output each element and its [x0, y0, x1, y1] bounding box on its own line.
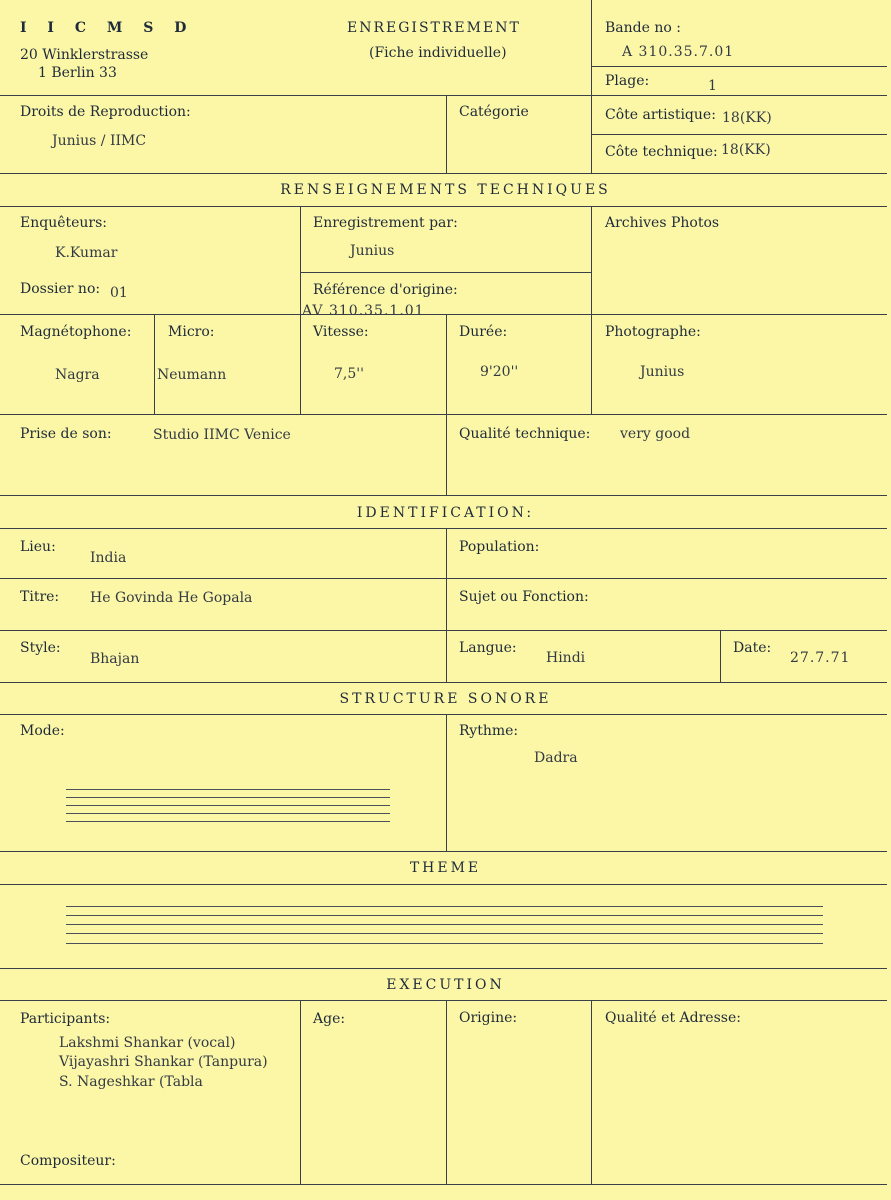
rule	[0, 495, 887, 496]
sujet-fonction-label: Sujet ou Fonction:	[459, 589, 589, 605]
staff-line	[66, 906, 823, 907]
participant-item: Lakshmi Shankar (vocal)	[59, 1035, 236, 1051]
address-line-2: 1 Berlin 33	[38, 65, 117, 81]
form-subtitle: (Fiche individuelle)	[369, 45, 507, 61]
rule	[300, 206, 301, 414]
cote-technique-value: 18(KK)	[721, 142, 771, 158]
photographe-label: Photographe:	[605, 324, 701, 340]
prise-de-son-label: Prise de son:	[20, 426, 112, 442]
rule	[0, 314, 887, 315]
droits-label: Droits de Reproduction:	[20, 104, 191, 120]
rule	[0, 173, 887, 174]
cote-artistique-value: 18(KK)	[722, 110, 772, 126]
dossier-value: 01	[110, 285, 128, 301]
reference-value: AV 310.35.1.01	[302, 303, 425, 319]
rule	[300, 272, 591, 273]
mode-label: Mode:	[20, 723, 65, 739]
style-label: Style:	[20, 640, 61, 656]
reference-label: Référence d'origine:	[313, 282, 458, 298]
rule	[591, 206, 592, 414]
photographe-value: Junius	[640, 364, 685, 380]
rule	[446, 528, 447, 682]
staff-line	[66, 924, 823, 925]
staff-line	[66, 789, 390, 790]
bande-label: Bande no :	[605, 20, 681, 36]
rule	[446, 95, 447, 173]
date-value: 27.7.71	[790, 650, 851, 666]
section-title-technique: RENSEIGNEMENTS TECHNIQUES	[280, 182, 611, 198]
rule	[0, 851, 887, 852]
section-title-theme: THEME	[409, 860, 482, 876]
dossier-label: Dossier no:	[20, 281, 101, 297]
section-title-structure: STRUCTURE SONORE	[339, 691, 552, 707]
population-label: Population:	[459, 539, 540, 555]
rule	[591, 134, 887, 135]
participant-item: S. Nageshkar (Tabla	[59, 1074, 203, 1090]
rule	[0, 630, 887, 631]
titre-label: Titre:	[20, 589, 60, 605]
rule	[446, 1000, 447, 1184]
participants-label: Participants:	[20, 1011, 111, 1027]
staff-line	[66, 915, 823, 916]
rule	[446, 714, 447, 851]
rule	[0, 968, 887, 969]
vitesse-value: 7,5''	[334, 366, 364, 382]
age-label: Age:	[313, 1011, 346, 1027]
magnetophone-value: Nagra	[55, 367, 100, 383]
staff-line	[66, 797, 390, 798]
staff-line	[66, 805, 390, 806]
rule	[0, 884, 887, 885]
compositeur-label: Compositeur:	[20, 1153, 116, 1169]
langue-value: Hindi	[546, 650, 586, 666]
origine-label: Origine:	[459, 1010, 518, 1026]
staff-line	[66, 943, 823, 944]
rule	[0, 206, 887, 207]
enregistrement-par-value: Junius	[350, 243, 395, 259]
micro-label: Micro:	[168, 324, 215, 340]
plage-label: Plage:	[605, 73, 650, 89]
micro-value: Neumann	[157, 367, 227, 383]
form-title: ENREGISTREMENT	[347, 20, 521, 36]
rythme-value: Dadra	[534, 750, 578, 766]
plage-value: 1	[708, 78, 717, 94]
lieu-value: India	[90, 550, 127, 566]
duree-label: Durée:	[459, 324, 508, 340]
rule	[0, 414, 887, 415]
archives-photos-label: Archives Photos	[605, 215, 720, 231]
rythme-label: Rythme:	[459, 723, 519, 739]
duree-value: 9'20''	[480, 364, 519, 380]
rule	[591, 1000, 592, 1184]
enqueteurs-value: K.Kumar	[55, 245, 118, 261]
cote-artistique-label: Côte artistique:	[605, 107, 716, 123]
date-label: Date:	[733, 640, 772, 656]
enregistrement-par-label: Enregistrement par:	[313, 215, 458, 231]
bande-value: A 310.35.7.01	[622, 44, 735, 60]
rule	[0, 1000, 887, 1001]
address-line-1: 20 Winklerstrasse	[20, 47, 149, 63]
staff-line	[66, 933, 823, 934]
logo-text: I I C M S D	[20, 20, 195, 36]
rule	[0, 528, 887, 529]
rule	[0, 578, 887, 579]
magnetophone-label: Magnétophone:	[20, 324, 132, 340]
section-title-identification: IDENTIFICATION:	[356, 505, 535, 521]
qualite-technique-label: Qualité technique:	[459, 426, 591, 442]
enqueteurs-label: Enquêteurs:	[20, 215, 108, 231]
rule	[300, 1000, 301, 1184]
rule	[154, 314, 155, 414]
langue-label: Langue:	[459, 640, 517, 656]
style-value: Bhajan	[90, 651, 140, 667]
rule	[0, 714, 887, 715]
participant-item: Vijayashri Shankar (Tanpura)	[59, 1054, 268, 1070]
rule	[720, 630, 721, 682]
vitesse-label: Vitesse:	[313, 324, 369, 340]
rule	[0, 682, 887, 683]
staff-line	[66, 813, 390, 814]
staff-line	[66, 821, 390, 822]
rule	[591, 66, 887, 67]
section-title-execution: EXECUTION	[386, 977, 505, 993]
rule	[0, 1184, 887, 1185]
titre-value: He Govinda He Gopala	[90, 590, 253, 606]
categorie-label: Catégorie	[459, 104, 529, 120]
lieu-label: Lieu:	[20, 539, 56, 555]
rule	[591, 0, 592, 173]
qualite-technique-value: very good	[620, 426, 691, 442]
qualite-adresse-label: Qualité et Adresse:	[605, 1010, 741, 1026]
rule	[0, 95, 887, 96]
rule	[446, 314, 447, 495]
cote-technique-label: Côte technique:	[605, 144, 718, 160]
prise-de-son-value: Studio IIMC Venice	[153, 427, 291, 443]
droits-value: Junius / IIMC	[52, 133, 147, 149]
